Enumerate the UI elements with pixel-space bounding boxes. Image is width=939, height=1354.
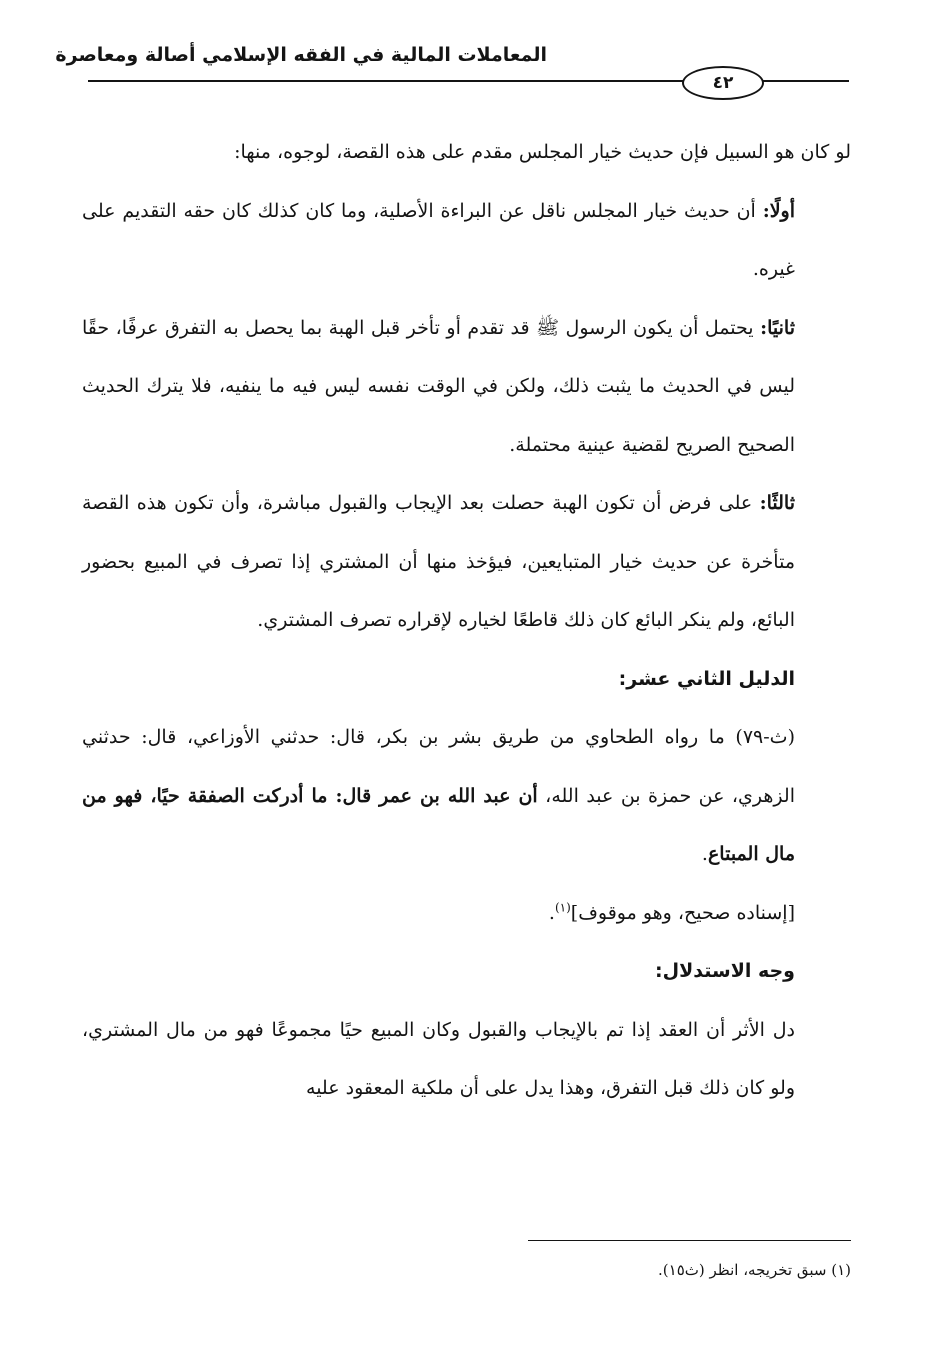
point-text-first: أن حديث خيار المجلس ناقل عن البراءة الأصلية، وما كان كذلك كان حقه التقديم على غيره. (82, 199, 795, 280)
paragraph-grading (82, 884, 851, 943)
point-text-second: يحتمل أن يكون الرسول ﷺ قد تقدم أو تأخر قبل الهبة بما يحصل به التفرق عرفًا، حقًا ليس في الحديث ما يثبت ذلك، ولكن في الوقت نفسه ليس فيه ما ينفيه، فلا يترك الحديث الصحيح الصريح لقضية عينية محتملة. (82, 316, 795, 456)
body-text (82, 123, 851, 1118)
page-number: ٤٢ (682, 66, 764, 100)
point-label-first: أولًا: (762, 199, 795, 222)
grading-period: . (548, 901, 555, 924)
point-label-second: ثانيًا: (760, 316, 795, 339)
footnote-1: (١) سبق تخريجه، انظر (ث١٥). (658, 1261, 851, 1279)
narration-chain: (ث-٧٩) ما رواه الطحاوي من طريق بشر بن بكر، قال: حدثني الأوزاعي، قال: حدثني الزهري، عن حمزة بن عبد الله، (82, 726, 795, 807)
paragraph-second-point (82, 299, 851, 475)
point-text-third: على فرض أن تكون الهبة حصلت بعد الإيجاب والقبول مباشرة، وأن تكون هذه القصة متأخرة عن حديث خيار المتبايعين، فيؤخذ منها أن المشتري إذا تصرف في المبيع بحضور البائع، ولم ينكر البائع كان ذلك قاطعًا لخياره لإقراره تصرف المشتري. (82, 492, 795, 631)
narration-quote: أن عبد الله بن عمر قال: ما أدركت الصفقة حيًا، (150, 784, 538, 807)
paragraph-third-point (82, 474, 851, 650)
footnote-reference[interactable]: (١) (554, 900, 571, 915)
paragraph-narration (82, 708, 851, 884)
section-heading-evidence: الدليل الثاني عشر: (618, 667, 795, 690)
section-heading-inference: وجه الاستدلال: (655, 960, 795, 982)
paragraph-intro: لو كان هو السبيل فإن حديث خيار المجلس مقدم على هذه القصة، لوجوه، منها: (234, 141, 851, 163)
narration-period: . (701, 843, 708, 865)
paragraph-first-point (82, 182, 851, 299)
running-title: المعاملات المالية في الفقه الإسلامي أصالة ومعاصرة (55, 44, 547, 66)
narration-quote-end: فهو من مال المبتاع (82, 784, 795, 865)
grading-text: [إسناده صحيح، وهو موقوف] (570, 901, 795, 924)
footnote-rule (528, 1240, 851, 1241)
paragraph-inference: دل الأثر أن العقد إذا تم بالإيجاب والقبول وكان المبيع حيًا مجموعًا فهو من مال المشتري، ولو كان ذلك قبل التفرق، وهذا يدل على أن ملكية المعقود عليه (82, 1018, 795, 1099)
point-label-third: ثالثًا: (759, 492, 795, 514)
